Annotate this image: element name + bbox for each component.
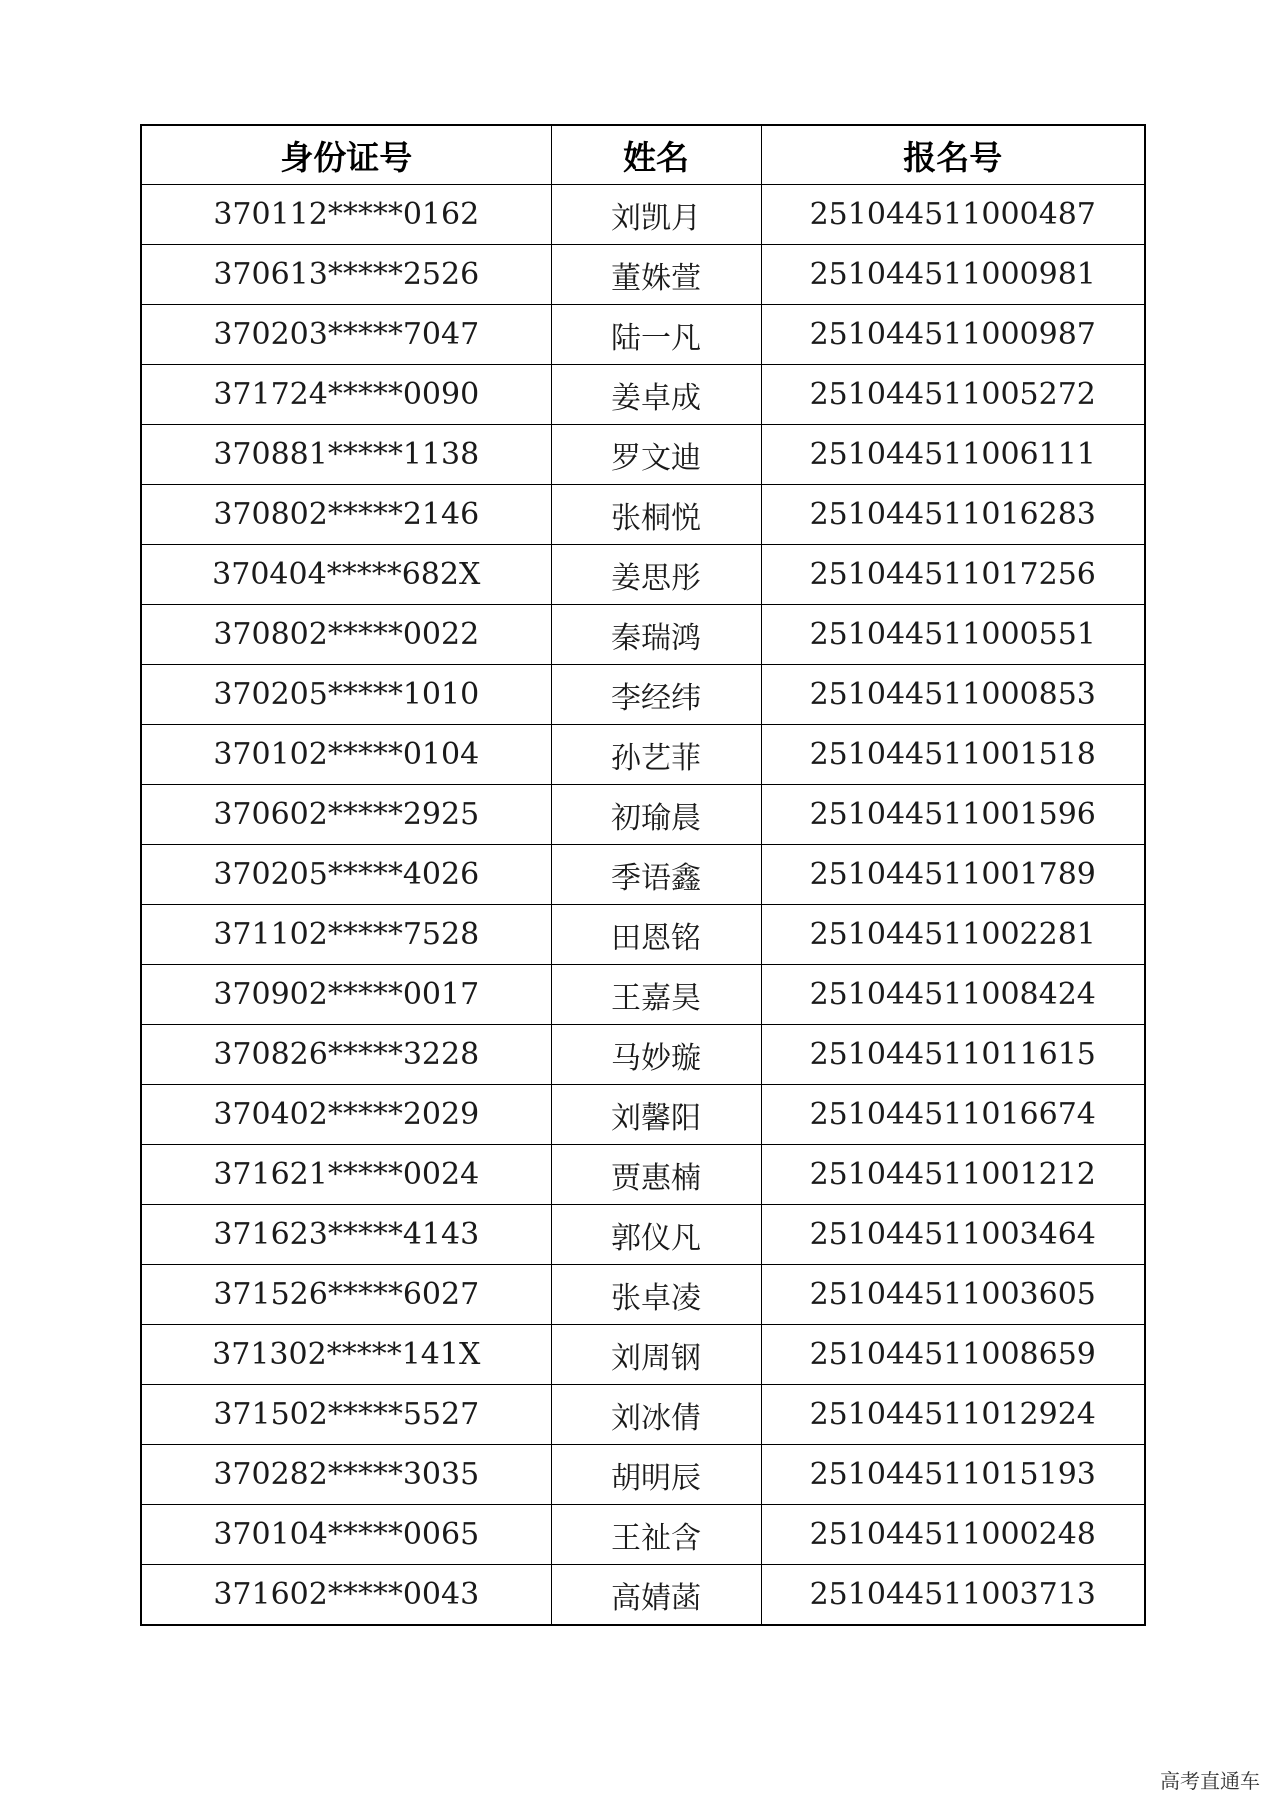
cell-reg-number: 251044511008659 bbox=[761, 1325, 1145, 1385]
cell-name: 初瑜晨 bbox=[551, 785, 761, 845]
cell-id-number: 371602*****0043 bbox=[141, 1565, 551, 1626]
cell-reg-number: 251044511003605 bbox=[761, 1265, 1145, 1325]
cell-id-number: 371621*****0024 bbox=[141, 1145, 551, 1205]
cell-name: 罗文迪 bbox=[551, 425, 761, 485]
cell-id-number: 370826*****3228 bbox=[141, 1025, 551, 1085]
table-row bbox=[141, 1385, 1145, 1445]
table-row bbox=[141, 1445, 1145, 1505]
cell-reg-number: 251044511000248 bbox=[761, 1505, 1145, 1565]
table-row bbox=[141, 905, 1145, 965]
header-name: 姓名 bbox=[551, 125, 761, 185]
table-row bbox=[141, 365, 1145, 425]
cell-id-number: 370112*****0162 bbox=[141, 185, 551, 245]
cell-id-number: 371526*****6027 bbox=[141, 1265, 551, 1325]
cell-name: 姜思彤 bbox=[551, 545, 761, 605]
cell-id-number: 370404*****682X bbox=[141, 545, 551, 605]
cell-id-number: 371302*****141X bbox=[141, 1325, 551, 1385]
watermark-text: 高考直通车 bbox=[1160, 1769, 1260, 1793]
cell-id-number: 370602*****2925 bbox=[141, 785, 551, 845]
cell-name: 刘冰倩 bbox=[551, 1385, 761, 1445]
cell-reg-number: 251044511015193 bbox=[761, 1445, 1145, 1505]
cell-reg-number: 251044511008424 bbox=[761, 965, 1145, 1025]
table-row bbox=[141, 1145, 1145, 1205]
table-row bbox=[141, 605, 1145, 665]
table-row bbox=[141, 1025, 1145, 1085]
table-row bbox=[141, 245, 1145, 305]
cell-name: 张桐悦 bbox=[551, 485, 761, 545]
cell-name: 陆一凡 bbox=[551, 305, 761, 365]
cell-name: 田恩铭 bbox=[551, 905, 761, 965]
cell-name: 孙艺菲 bbox=[551, 725, 761, 785]
cell-id-number: 370613*****2526 bbox=[141, 245, 551, 305]
cell-id-number: 370902*****0017 bbox=[141, 965, 551, 1025]
cell-id-number: 371724*****0090 bbox=[141, 365, 551, 425]
cell-reg-number: 251044511000487 bbox=[761, 185, 1145, 245]
cell-reg-number: 251044511005272 bbox=[761, 365, 1145, 425]
cell-id-number: 370881*****1138 bbox=[141, 425, 551, 485]
cell-reg-number: 251044511017256 bbox=[761, 545, 1145, 605]
table-header-row bbox=[141, 125, 1145, 185]
cell-reg-number: 251044511001596 bbox=[761, 785, 1145, 845]
header-id-number: 身份证号 bbox=[141, 125, 551, 185]
cell-reg-number: 251044511011615 bbox=[761, 1025, 1145, 1085]
admission-table bbox=[140, 124, 1146, 1626]
cell-id-number: 370205*****4026 bbox=[141, 845, 551, 905]
table-row bbox=[141, 1565, 1145, 1626]
table-row bbox=[141, 1205, 1145, 1265]
cell-id-number: 371502*****5527 bbox=[141, 1385, 551, 1445]
cell-name: 马妙璇 bbox=[551, 1025, 761, 1085]
cell-id-number: 370282*****3035 bbox=[141, 1445, 551, 1505]
cell-id-number: 371102*****7528 bbox=[141, 905, 551, 965]
cell-name: 秦瑞鸿 bbox=[551, 605, 761, 665]
cell-id-number: 370802*****0022 bbox=[141, 605, 551, 665]
table-row bbox=[141, 425, 1145, 485]
cell-name: 刘馨阳 bbox=[551, 1085, 761, 1145]
cell-reg-number: 251044511002281 bbox=[761, 905, 1145, 965]
table-row bbox=[141, 665, 1145, 725]
cell-reg-number: 251044511016283 bbox=[761, 485, 1145, 545]
cell-name: 董姝萱 bbox=[551, 245, 761, 305]
table-row bbox=[141, 185, 1145, 245]
cell-name: 王嘉昊 bbox=[551, 965, 761, 1025]
cell-id-number: 370402*****2029 bbox=[141, 1085, 551, 1145]
cell-reg-number: 251044511001212 bbox=[761, 1145, 1145, 1205]
cell-name: 刘凯月 bbox=[551, 185, 761, 245]
cell-name: 季语鑫 bbox=[551, 845, 761, 905]
table-row bbox=[141, 485, 1145, 545]
table-row bbox=[141, 845, 1145, 905]
table-row bbox=[141, 965, 1145, 1025]
cell-name: 李经纬 bbox=[551, 665, 761, 725]
cell-id-number: 370104*****0065 bbox=[141, 1505, 551, 1565]
cell-name: 胡明辰 bbox=[551, 1445, 761, 1505]
cell-reg-number: 251044511000853 bbox=[761, 665, 1145, 725]
cell-reg-number: 251044511001789 bbox=[761, 845, 1145, 905]
cell-id-number: 370205*****1010 bbox=[141, 665, 551, 725]
cell-name: 刘周钢 bbox=[551, 1325, 761, 1385]
cell-reg-number: 251044511000987 bbox=[761, 305, 1145, 365]
cell-reg-number: 251044511003464 bbox=[761, 1205, 1145, 1265]
table-row bbox=[141, 785, 1145, 845]
cell-reg-number: 251044511000551 bbox=[761, 605, 1145, 665]
cell-reg-number: 251044511006111 bbox=[761, 425, 1145, 485]
table-row bbox=[141, 1325, 1145, 1385]
cell-name: 姜卓成 bbox=[551, 365, 761, 425]
cell-name: 郭仪凡 bbox=[551, 1205, 761, 1265]
cell-reg-number: 251044511016674 bbox=[761, 1085, 1145, 1145]
cell-id-number: 371623*****4143 bbox=[141, 1205, 551, 1265]
table-row bbox=[141, 1265, 1145, 1325]
cell-name: 王祉含 bbox=[551, 1505, 761, 1565]
table-row bbox=[141, 1505, 1145, 1565]
cell-name: 张卓凌 bbox=[551, 1265, 761, 1325]
table-row bbox=[141, 305, 1145, 365]
cell-name: 贾惠楠 bbox=[551, 1145, 761, 1205]
cell-reg-number: 251044511001518 bbox=[761, 725, 1145, 785]
cell-id-number: 370802*****2146 bbox=[141, 485, 551, 545]
table-row bbox=[141, 1085, 1145, 1145]
cell-reg-number: 251044511000981 bbox=[761, 245, 1145, 305]
cell-reg-number: 251044511003713 bbox=[761, 1565, 1145, 1626]
table-body bbox=[141, 185, 1145, 1626]
cell-reg-number: 251044511012924 bbox=[761, 1385, 1145, 1445]
table-row bbox=[141, 545, 1145, 605]
cell-id-number: 370203*****7047 bbox=[141, 305, 551, 365]
table-row bbox=[141, 725, 1145, 785]
cell-id-number: 370102*****0104 bbox=[141, 725, 551, 785]
cell-name: 高婧菡 bbox=[551, 1565, 761, 1626]
header-reg-number: 报名号 bbox=[761, 125, 1145, 185]
